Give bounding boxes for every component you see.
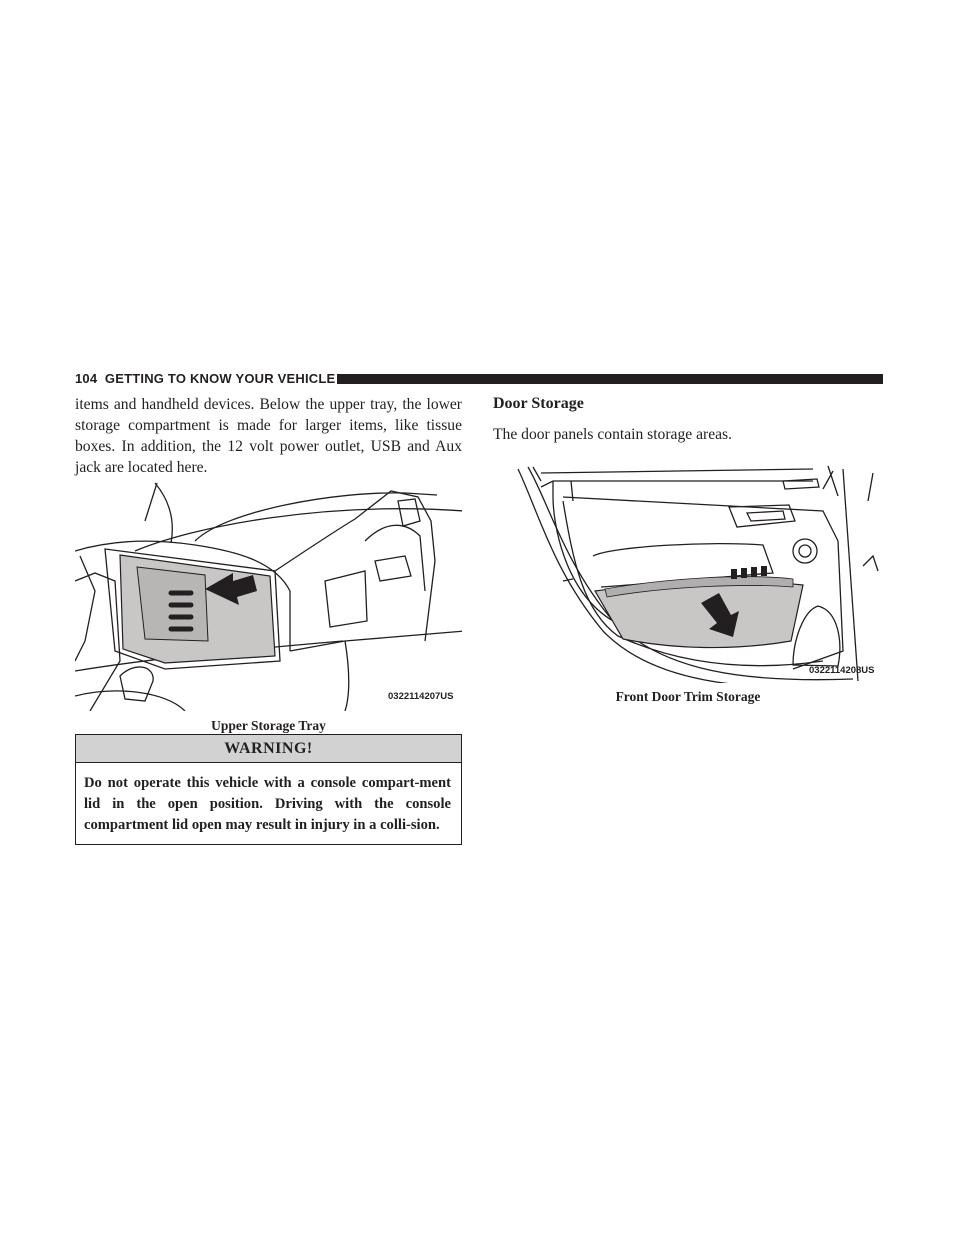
left-column [75, 394, 462, 735]
warning-text: Do not operate this vehicle with a console compart-ment lid in the open position. Driving with the console compartment lid open may result in injury in a colli-sion. [84, 775, 451, 833]
upper-tray-caption: Upper Storage Tray [211, 718, 326, 733]
door-storage-heading: Door Storage [493, 395, 584, 412]
section-title: GETTING TO KNOW YOUR VEHICLE [104, 371, 336, 386]
door-trim-figure-code: 0322114208US [809, 664, 875, 676]
console-illustration [75, 481, 462, 711]
warning-title: WARNING! [76, 735, 461, 763]
front-door-trim-figure [493, 461, 883, 683]
upper-tray-figure-code: 0322114207US [388, 691, 454, 702]
upper-storage-tray-figure [75, 481, 462, 711]
left-paragraph: items and handheld devices. Below the upper tray, the lower storage compartment is made for larger items, like tissue boxes. In addition, the 12 volt power outlet, USB and Aux jack are located here. [75, 396, 462, 476]
right-paragraph: The door panels contain storage areas. [493, 426, 733, 443]
warning-box [75, 734, 462, 845]
page-number: 104 [75, 371, 98, 386]
header-rule [337, 374, 883, 384]
page-header-text [75, 371, 335, 386]
right-column [493, 394, 883, 706]
door-trim-caption: Front Door Trim Storage [615, 688, 761, 704]
door-panel-illustration [493, 461, 883, 683]
page-header [75, 370, 883, 390]
